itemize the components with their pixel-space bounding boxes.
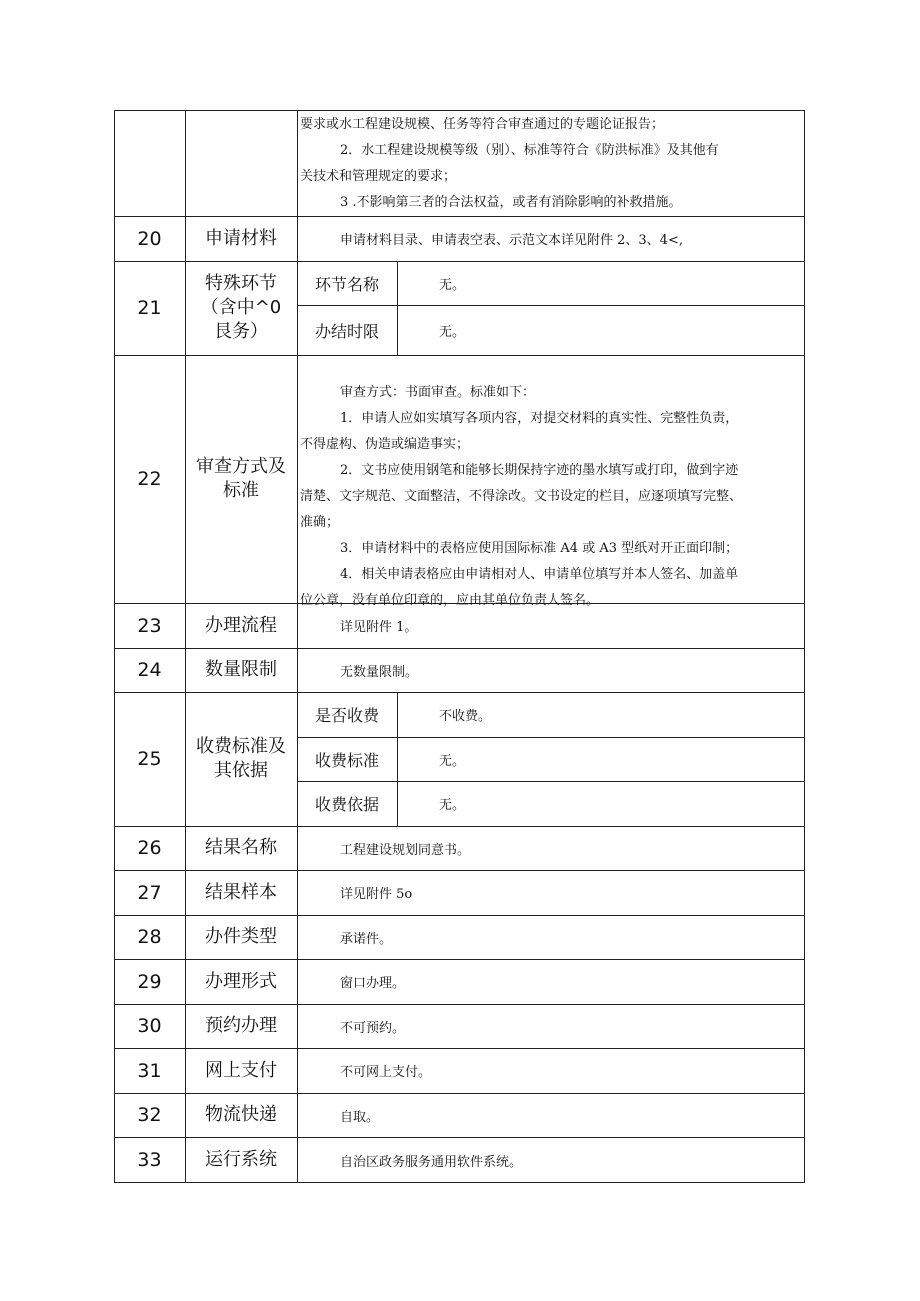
row-value: 不可预约。 (340, 1020, 406, 1036)
row-number: 23 (137, 614, 162, 637)
review-criteria-text (300, 380, 805, 614)
row-label: 物流快递 (205, 1104, 277, 1125)
row-value: 窗口办理。 (340, 976, 406, 991)
row-value: 工程建设规划同意书。 (340, 842, 471, 858)
row-label: 数量限制 (205, 659, 277, 680)
sub-label: 环节名称 (314, 274, 379, 294)
text-line: 准确； (300, 515, 340, 530)
sub-label: 办结时限 (314, 321, 379, 341)
row-number: 21 (137, 297, 162, 319)
sub-label: 是否收费 (314, 706, 379, 725)
sub-value: 无。 (439, 277, 466, 293)
row-value: 详见附件 5o (340, 887, 413, 902)
row-number: 24 (137, 659, 162, 681)
row-value: 申请材料目录、申请表空表、示范文本详见附件 2、3、4<, (340, 233, 683, 248)
text-line: 关技术和管理规定的要求； (300, 169, 457, 184)
text-line: 1．申请人应如实填写各项内容，对提交材料的真实性、完整性负责， (340, 411, 739, 426)
sub-value: 不收费。 (439, 709, 492, 724)
text-line: 位公章，没有单位印章的，应由其单位负责人签名。 (300, 593, 600, 608)
row-value: 详见附件 1。 (340, 620, 418, 635)
text-line: 4．相关申请表格应由申请相对人、申请单位填写并本人签名、加盖单 (340, 567, 739, 582)
sub-column-divider (397, 261, 398, 355)
row-label: 办理形式 (205, 970, 277, 992)
row-label: 申请材料 (205, 227, 277, 249)
sub-value: 无。 (439, 798, 466, 813)
row-number: 30 (137, 1015, 162, 1037)
text-line: 不得虚构、伪造或编造事实； (300, 437, 470, 452)
row-label: 审查方式及标准 (196, 456, 286, 501)
sub-column-divider (397, 692, 398, 826)
row-number: 26 (137, 837, 162, 859)
row-number: 22 (137, 468, 162, 490)
text-line: 清楚、文字规范、文面整洁，不得涂改。文书设定的栏目，应逐项填写完整、 (300, 489, 743, 504)
row-value: 无数量限制。 (340, 664, 419, 680)
text-line: 3 .不影响第三者的合法权益，或者有消除影响的补救措施。 (340, 195, 682, 210)
sub-label: 收费依据 (314, 795, 379, 814)
row-value: 自取。 (340, 1109, 380, 1125)
row-label: 收费标准及其依据 (196, 736, 286, 781)
sub-value: 无。 (439, 753, 466, 769)
row-value: 承诺件。 (340, 931, 393, 947)
row-label: 预约办理 (205, 1015, 277, 1036)
text-line: 2．文书应使用钢笔和能够长期保持字迹的墨水填写或打印，做到字迹 (340, 463, 739, 478)
row-label: 特殊环节（含中^0 艮务） (200, 273, 282, 342)
text-line: 3．申请材料中的表格应使用国际标准 A4 或 A3 型纸对开正面印制； (340, 541, 739, 556)
continued-criteria-text (300, 112, 800, 216)
row-number: 28 (137, 926, 162, 948)
sub-value: 无。 (439, 324, 466, 340)
service-items-table (114, 110, 805, 1183)
row-value: 自治区政务服务通用软件系统。 (340, 1154, 523, 1170)
sub-label: 收费标准 (314, 750, 379, 770)
row-label: 办件类型 (205, 926, 277, 947)
text-line: 要求或水工程建设规模、任务等符合审查通过的专题论证报告； (300, 117, 665, 132)
row-number: 31 (137, 1059, 162, 1082)
row-number: 20 (137, 227, 162, 250)
row-label: 结果样本 (205, 881, 277, 903)
row-label: 网上支付 (205, 1059, 277, 1081)
row-number: 33 (137, 1149, 162, 1171)
row-number: 27 (137, 881, 162, 904)
row-number: 29 (137, 970, 162, 993)
row-number: 32 (137, 1104, 162, 1126)
text-line: 审查方式：书面审查。标准如下： (340, 385, 536, 400)
row-label: 办理流程 (205, 614, 277, 636)
row-value: 不可网上支付。 (340, 1065, 432, 1080)
row-label: 结果名称 (205, 837, 277, 858)
row-label: 运行系统 (205, 1149, 277, 1170)
text-line: 2．水工程建设规模等级（别）、标准等符合《防洪标准》及其他有 (340, 143, 719, 158)
row-number: 25 (137, 748, 162, 770)
